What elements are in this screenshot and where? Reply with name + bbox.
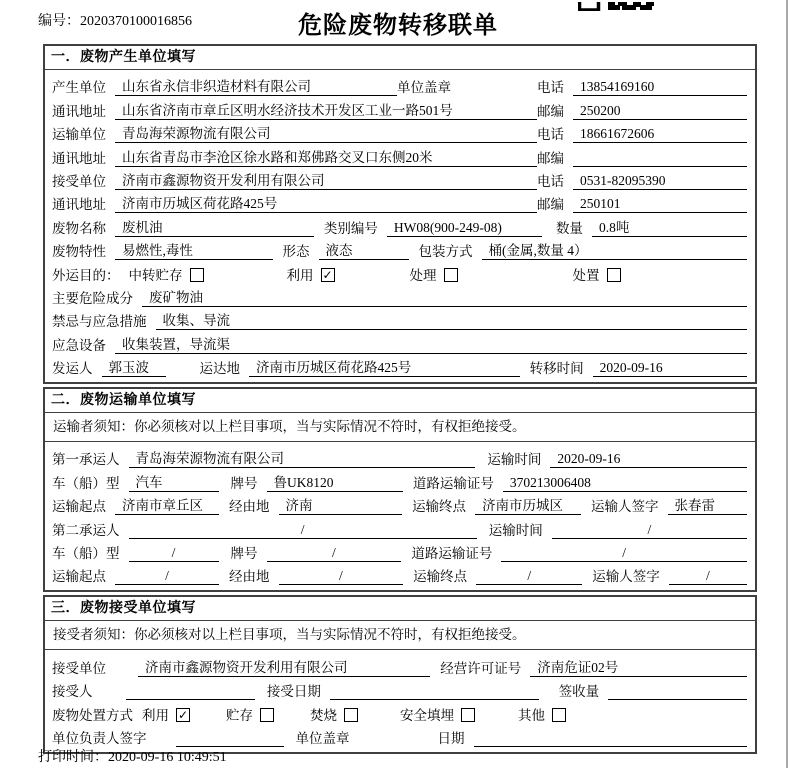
field-label: 接受人 [52, 684, 93, 700]
field-label: 主要危险成分 [52, 290, 133, 306]
field-value: / [129, 521, 477, 539]
checkbox-label: 处置 [572, 267, 600, 283]
checkbox-option [410, 267, 573, 284]
document-number [38, 10, 192, 30]
field-label: 经由地 [229, 499, 270, 515]
field-label: 车（船）型 [52, 475, 120, 491]
field-value [573, 149, 747, 167]
field-value: / [279, 567, 404, 585]
manifest-form [43, 44, 757, 757]
field-value: 济南 [279, 497, 403, 515]
field-value: 13854169160 [573, 78, 747, 96]
field-value: 2020-09-16 [593, 359, 747, 377]
checkbox-option [400, 707, 518, 724]
form-row [52, 330, 747, 353]
field-value: 废矿物油 [142, 289, 747, 307]
document-number-value: 2020370100016856 [80, 14, 192, 29]
section-rows [45, 442, 755, 590]
field-label: 牌号 [230, 475, 258, 491]
field-value: 青岛海荣源物流有限公司 [129, 450, 476, 468]
field-label: 运输终点 [412, 499, 467, 515]
field-value: 济南危证02号 [530, 659, 747, 677]
field-label: 通讯地址 [52, 197, 106, 213]
field-value: / [552, 521, 747, 539]
field-group [537, 102, 747, 120]
field-label: 车（船）型 [52, 546, 120, 562]
form-row [52, 539, 747, 562]
field-label: 类别编号 [323, 220, 378, 236]
field-value: 济南市历城区 [475, 497, 581, 515]
field-label: 通讯地址 [52, 150, 106, 166]
form-row [52, 445, 747, 468]
field-label: 运输起点 [52, 499, 106, 515]
form-row [52, 700, 747, 723]
field-value: / [669, 567, 747, 585]
qr-code-fragment [578, 0, 656, 11]
field-label: 日期 [437, 730, 465, 746]
field-group [537, 78, 747, 96]
field-label: 形态 [282, 244, 310, 260]
field-value: / [267, 544, 402, 562]
checkbox-option [129, 267, 287, 284]
field-group [537, 195, 747, 213]
field-group [537, 125, 747, 143]
field-value [474, 729, 748, 747]
section-heading: 三．废物接受单位填写 [45, 597, 755, 621]
field-value: / [115, 567, 219, 585]
field-value [126, 682, 255, 700]
field-label: 第二承运人 [52, 522, 120, 538]
checkbox-unchecked-icon [552, 708, 566, 722]
form-row [52, 653, 747, 676]
checkbox-option [287, 267, 410, 284]
field-label: 外运目的： [52, 267, 120, 283]
section-notice: 接受者须知：你必须核对以上栏目事项，当与实际情况不符时，有权拒绝接受。 [45, 621, 755, 650]
document-header [0, 0, 796, 38]
checkbox-unchecked-icon [344, 708, 358, 722]
field-value: 济南市章丘区 [115, 497, 219, 515]
section-rows [45, 70, 755, 382]
form-row [52, 354, 747, 377]
page-title: 危险废物转移联单 [298, 13, 498, 39]
field-value: 山东省永信非织造材料有限公司 [115, 78, 397, 96]
form-section-1 [43, 44, 757, 384]
form-row [52, 120, 747, 143]
field-label: 经由地 [229, 569, 270, 585]
field-label: 签收量 [558, 684, 600, 700]
checkbox-option [226, 707, 310, 724]
field-value: 青岛海荣源物流有限公司 [115, 125, 537, 143]
form-row [52, 96, 747, 119]
section-rows [45, 650, 755, 752]
field-value: 山东省济南市章丘区明水经济技术开发区工业一路501号 [115, 102, 537, 120]
form-row [52, 167, 747, 190]
field-label: 运输人签字 [592, 569, 660, 585]
checkbox-label: 焚烧 [310, 707, 337, 723]
field-value: / [129, 544, 219, 562]
field-value [176, 729, 284, 747]
form-row [52, 284, 747, 307]
checkbox-label: 贮存 [226, 707, 253, 723]
field-label: 运输时间 [487, 452, 542, 468]
field-label: 电话 [537, 80, 564, 96]
static-label: 单位盖章 [397, 80, 451, 96]
field-label: 应急设备 [52, 337, 106, 353]
field-label: 电话 [537, 173, 564, 189]
field-label: 电话 [537, 127, 564, 143]
field-label: 废物名称 [52, 220, 106, 236]
field-value: 山东省青岛市李沧区徐水路和郑佛路交叉口东侧20米 [115, 149, 537, 167]
checkbox-unchecked-icon [190, 268, 204, 282]
field-label: 接受单位 [52, 173, 106, 189]
checkbox-label: 中转贮存 [128, 267, 183, 283]
field-label: 数量 [555, 220, 583, 236]
field-label: 产生单位 [52, 80, 106, 96]
field-label: 发运人 [52, 361, 93, 377]
section-heading: 一．废物产生单位填写 [45, 46, 755, 70]
field-value: HW08(900-249-08) [387, 219, 542, 237]
print-time [38, 746, 227, 766]
checkbox-unchecked-icon [461, 708, 475, 722]
form-row [52, 307, 747, 330]
field-value: 郭玉波 [102, 359, 166, 377]
field-label: 运输起点 [52, 569, 106, 585]
checkbox-label: 利用 [142, 707, 169, 723]
form-row [52, 468, 747, 491]
form-row [52, 143, 747, 166]
field-label: 接受单位 [52, 660, 106, 676]
field-label: 运输单位 [52, 127, 106, 143]
field-group [537, 149, 747, 167]
field-value: 370213006408 [503, 474, 747, 492]
form-row [52, 237, 747, 260]
field-value: 易燃性,毒性 [115, 242, 273, 260]
form-section-2 [43, 387, 757, 592]
static-label: 单位盖章 [295, 730, 350, 746]
section-notice: 运输者须知：你必须核对以上栏目事项，当与实际情况不符时，有权拒绝接受。 [45, 413, 755, 442]
field-label: 禁忌与应急措施 [52, 314, 147, 330]
field-label: 邮编 [537, 150, 564, 166]
checkbox-unchecked-icon [260, 708, 274, 722]
field-value: 济南市鑫源物资开发利用有限公司 [138, 659, 430, 677]
print-time-value: 2020-09-16 10:49:51 [108, 750, 227, 765]
checkbox-unchecked-icon [607, 268, 621, 282]
field-value: 0.8吨 [592, 219, 747, 237]
checkbox-label: 利用 [286, 267, 314, 283]
field-label: 通讯地址 [52, 103, 106, 119]
field-label: 运输终点 [413, 569, 468, 585]
field-label: 邮编 [537, 197, 564, 213]
checkbox-label: 其他 [518, 707, 545, 723]
field-label: 道路运输证号 [411, 546, 493, 562]
field-label: 道路运输证号 [412, 475, 494, 491]
field-value: 0531-82095390 [573, 172, 747, 190]
field-label: 邮编 [537, 103, 564, 119]
checkbox-option [573, 267, 621, 284]
form-section-3 [43, 595, 757, 754]
checkbox-label: 安全填埋 [400, 707, 454, 723]
field-value: / [476, 567, 582, 585]
checkbox-option [142, 707, 226, 724]
checkbox-option [310, 707, 400, 724]
field-value: 汽车 [129, 474, 219, 492]
form-row [52, 724, 747, 747]
field-label: 经营许可证号 [440, 660, 522, 676]
document-number-label: 编号： [38, 14, 80, 29]
checkbox-unchecked-icon [444, 268, 458, 282]
field-label: 接受日期 [266, 684, 321, 700]
checkbox-checked-icon: ✓ [177, 708, 189, 723]
form-row [52, 73, 747, 96]
field-value: 张春雷 [668, 497, 748, 515]
checkbox-checked-icon: ✓ [322, 268, 333, 283]
field-label: 废物特性 [52, 244, 106, 260]
field-label: 牌号 [230, 546, 258, 562]
checkbox-option [518, 707, 566, 724]
field-value: 济南市鑫源物资开发利用有限公司 [115, 172, 537, 190]
field-value: / [501, 544, 747, 562]
field-label: 单位负责人签字 [52, 730, 147, 746]
field-label: 转移时间 [529, 361, 584, 377]
field-value: 18661672606 [573, 125, 747, 143]
page-right-edge [786, 0, 788, 768]
print-time-label: 打印时间： [38, 750, 108, 765]
field-label: 运输时间 [488, 522, 543, 538]
field-value [608, 682, 747, 700]
form-row [52, 190, 747, 213]
field-value: 250200 [573, 102, 747, 120]
form-row [52, 492, 747, 515]
field-value: 济南市历城区荷花路425号 [115, 195, 537, 213]
field-value: 液态 [319, 242, 409, 260]
form-row [52, 677, 747, 700]
field-label: 废物处置方式 [52, 707, 133, 723]
field-group [537, 172, 747, 190]
field-label: 包装方式 [418, 244, 473, 260]
field-value [330, 682, 539, 700]
form-row [52, 515, 747, 538]
field-value: 收集装置，导流渠 [115, 336, 747, 354]
field-value: 鲁UK8120 [267, 474, 403, 492]
field-value: 桶(金属,数量 4） [482, 242, 748, 260]
field-label: 第一承运人 [52, 452, 120, 468]
section-heading: 二．废物运输单位填写 [45, 389, 755, 413]
field-label: 运达地 [199, 361, 240, 377]
field-value: 废机油 [115, 219, 314, 237]
field-value: 250101 [573, 195, 747, 213]
form-row [52, 260, 747, 283]
field-value: 收集、导流 [156, 312, 748, 330]
checkbox-label: 处理 [409, 267, 437, 283]
field-label: 运输人签字 [591, 499, 659, 515]
field-value: 2020-09-16 [550, 450, 747, 468]
field-value: 济南市历城区荷花路425号 [249, 359, 520, 377]
form-row [52, 562, 747, 585]
form-row [52, 213, 747, 236]
